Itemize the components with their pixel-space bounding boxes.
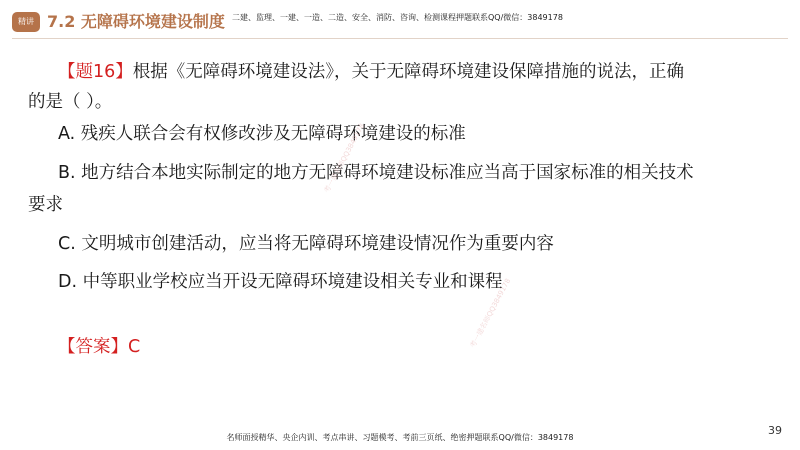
question-stem-line-1 bbox=[58, 60, 684, 84]
option-b-continued: 要求 bbox=[28, 195, 63, 215]
option-c: C. 文明城市创建活动，应当将无障碍环境建设情况作为重要内容 bbox=[58, 234, 554, 254]
watermark-text: 考一建名师QQ3849178 bbox=[322, 122, 367, 195]
option-a: A. 残疾人联合会有权修改涉及无障碍环境建设的标准 bbox=[58, 124, 466, 144]
header-divider bbox=[12, 38, 788, 39]
option-d: D. 中等职业学校应当开设无障碍环境建设相关专业和课程 bbox=[58, 272, 503, 292]
footer-contact-info: 名师面授精华、央企内训、考点串讲、习题模考、考前三页纸、绝密押题联系QQ/微信：3849178 bbox=[226, 433, 574, 442]
answer-label: 【答案】 bbox=[58, 337, 128, 357]
page-number: 39 bbox=[768, 424, 782, 437]
watermark-text: 考一建名师QQ3849178 bbox=[468, 277, 513, 350]
answer-line bbox=[58, 335, 140, 359]
question-stem-line-2: 的是（ ）。 bbox=[28, 92, 113, 112]
question-stem-text: 根据《无障碍环境建设法》，关于无障碍环境建设保障措施的说法，正确 bbox=[132, 62, 685, 82]
section-badge: 精讲 bbox=[12, 12, 40, 32]
question-number-tag: 【题16】 bbox=[58, 62, 133, 82]
option-b: B. 地方结合本地实际制定的地方无障碍环境建设标准应当高于国家标准的相关技术 bbox=[58, 163, 694, 183]
header-contact-info: 二建、监理、一建、一造、二造、安全、消防、咨询、检测课程押题联系QQ/微信：3849178 bbox=[232, 13, 563, 22]
section-title: 7.2 无障碍环境建设制度 bbox=[47, 12, 225, 31]
answer-value: C bbox=[128, 337, 141, 357]
